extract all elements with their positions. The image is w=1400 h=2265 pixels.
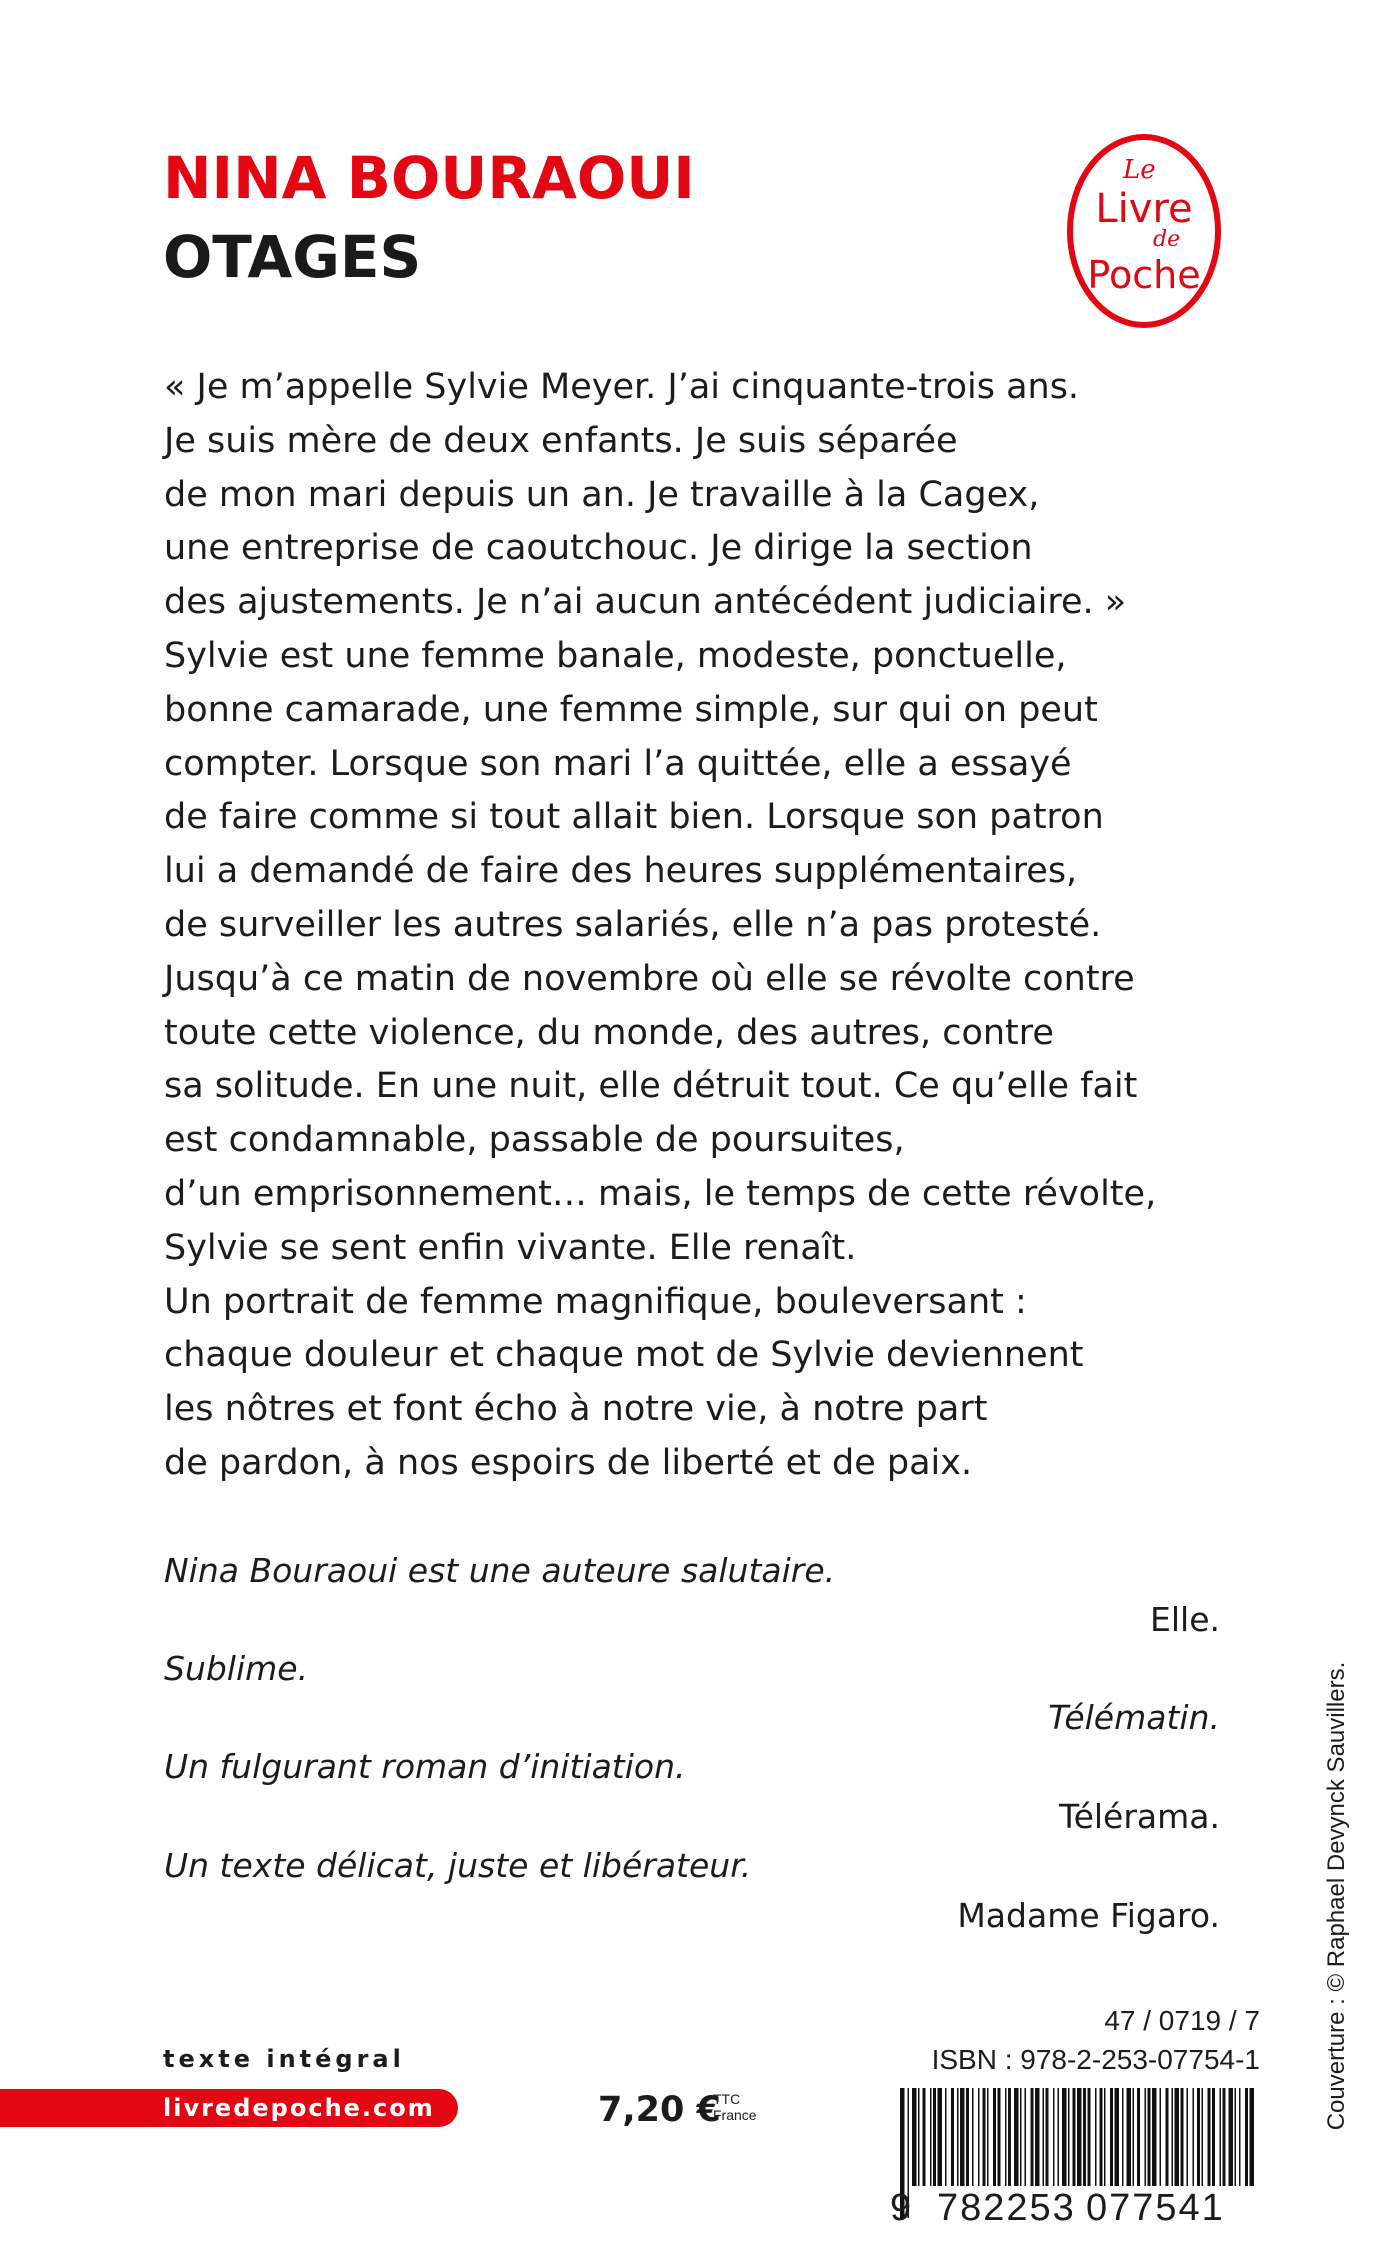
barcode-bar — [978, 2088, 980, 2186]
blurb-line: une entreprise de caoutchouc. Je dirige la section — [164, 528, 1033, 569]
barcode-bar — [1053, 2088, 1055, 2186]
barcode-bar — [951, 2088, 954, 2186]
barcode-bar — [1020, 2088, 1022, 2186]
barcode-bar — [1073, 2088, 1076, 2186]
barcode-bar — [1014, 2088, 1019, 2186]
author-name: NINA BOURAOUI — [163, 144, 695, 212]
blurb-line: Je suis mère de deux enfants. Je suis séparée — [164, 420, 958, 461]
review-source: Elle. — [1150, 1600, 1220, 1639]
blurb-line: Sylvie se sent enfin vivante. Elle renaît. — [164, 1227, 857, 1268]
review-source: Télématin. — [1048, 1698, 1220, 1737]
publisher-logo — [1065, 132, 1223, 330]
blurb-line: de mon mari depuis un an. Je travaille à la Cagex, — [164, 474, 1040, 515]
blurb-line: bonne camarade, une femme simple, sur qui on peut — [164, 689, 1098, 730]
price: 7,20 € — [598, 2090, 721, 2130]
book-title: OTAGES — [163, 223, 422, 291]
barcode-bar — [1100, 2088, 1103, 2186]
barcode-bar — [1062, 2088, 1067, 2186]
price-tax: TTC — [713, 2091, 741, 2107]
barcode-bar — [1202, 2088, 1204, 2186]
barcode-bar — [1220, 2088, 1222, 2186]
logo-text-le: Le — [1123, 155, 1156, 185]
barcode-bar — [1229, 2088, 1234, 2186]
barcode-bar — [1197, 2088, 1200, 2186]
review-quote: Un fulgurant roman d’initiation. — [164, 1747, 686, 1786]
barcode-bar — [1239, 2088, 1241, 2186]
barcode-bar — [993, 2088, 996, 2186]
blurb-line: toute cette violence, du monde, des autres, contre — [164, 1012, 1054, 1053]
barcode-bar — [1145, 2088, 1147, 2186]
barcode-bar — [918, 2088, 920, 2186]
barcode-bar — [1025, 2088, 1027, 2186]
barcode-bar — [1008, 2088, 1011, 2186]
barcode-bar — [938, 2088, 943, 2186]
logo-text-poche: Poche — [1087, 253, 1201, 297]
blurb-line: les nôtres et font écho à notre vie, à notre part — [164, 1389, 988, 1430]
price-country: France — [713, 2107, 757, 2123]
blurb-line: compter. Lorsque son mari l’a quittée, elle a essayé — [164, 743, 1072, 784]
barcode-bar — [1223, 2088, 1226, 2186]
barcode-bar — [1005, 2088, 1007, 2186]
barcode-bar — [1160, 2088, 1162, 2186]
barcode-bar — [1175, 2088, 1180, 2186]
barcode-digits-right: 077541 — [1086, 2187, 1225, 2229]
cover-credit — [1322, 1661, 1352, 2131]
barcode-bar — [1137, 2088, 1140, 2186]
blurb-line: Sylvie est une femme banale, modeste, ponctuelle, — [164, 635, 1067, 676]
barcode-bar — [983, 2088, 986, 2186]
barcode-bar — [1043, 2088, 1045, 2186]
barcode-bar — [957, 2088, 959, 2186]
barcode-bar — [1083, 2088, 1086, 2186]
le-livre-de-poche-logo-icon — [1065, 132, 1223, 330]
barcode-bar — [1122, 2088, 1124, 2186]
barcode-bar — [1088, 2088, 1091, 2186]
barcode-bar — [933, 2088, 936, 2186]
blurb-line: des ajustements. Je n’ai aucun antécédent judiciaire. » — [164, 582, 1127, 623]
press-reviews — [164, 1548, 1220, 1948]
blurb-line: sa solitude. En une nuit, elle détruit tout. Ce qu’elle fait — [164, 1066, 1138, 1107]
barcode-bar — [1115, 2088, 1120, 2186]
blurb-line: Jusqu’à ce matin de novembre où elle se révolte contre — [164, 958, 1135, 999]
cover-credit-text: Couverture : © Raphael Devynck Sauvillers. — [1323, 1661, 1350, 2131]
blurb-line: d’un emprisonnement… mais, le temps de cette révolte, — [164, 1173, 1157, 1214]
barcode-bar — [1245, 2088, 1248, 2186]
logo-text-livre: Livre — [1095, 186, 1193, 232]
barcode-bar — [1068, 2088, 1070, 2186]
review-source: Madame Figaro. — [957, 1896, 1220, 1935]
barcode-bar — [1148, 2088, 1151, 2186]
blurb-line: de pardon, à nos espoirs de liberté et de paix. — [164, 1442, 973, 1483]
review-quote: Sublime. — [164, 1649, 309, 1688]
barcode-bar — [1250, 2088, 1255, 2186]
review-quote: Un texte délicat, juste et libérateur. — [164, 1846, 752, 1885]
barcode-bar — [1208, 2088, 1211, 2186]
barcode-bar — [1058, 2088, 1060, 2186]
barcode-bar — [1046, 2088, 1049, 2186]
barcode-bar — [1187, 2088, 1189, 2186]
blurb-line: Un portrait de femme magnifique, bouleversant : — [164, 1281, 1027, 1322]
barcode-bar — [1095, 2088, 1097, 2186]
barcode-bar — [1212, 2088, 1215, 2186]
blurb-line: « Je m’appelle Sylvie Meyer. J’ai cinquante-trois ans. — [164, 367, 1080, 407]
barcode-digit-first: 9 — [890, 2187, 914, 2229]
barcode-bar — [1152, 2088, 1157, 2186]
blurb-line: de faire comme si tout allait bien. Lorsque son patron — [164, 797, 1104, 838]
blurb-line: chaque douleur et chaque mot de Sylvie deviennent — [164, 1335, 1084, 1376]
barcode-bar — [966, 2088, 969, 2186]
barcode-bar — [923, 2088, 926, 2186]
barcode-bar — [1031, 2088, 1034, 2186]
barcode-bar — [1077, 2088, 1082, 2186]
barcode-bar — [1235, 2088, 1237, 2186]
barcode-bar — [1127, 2088, 1132, 2186]
logo-text-de: de — [1153, 227, 1181, 252]
back-cover-blurb — [164, 361, 1244, 1491]
barcode-bar — [1166, 2088, 1169, 2186]
blurb-line: lui a demandé de faire des heures supplémentaires, — [164, 851, 1078, 892]
barcode-bar — [930, 2088, 932, 2186]
edition-code: 47 / 0719 / 7 — [1104, 2005, 1260, 2036]
barcode-bar — [1133, 2088, 1135, 2186]
barcode-bar — [912, 2088, 917, 2186]
blurb-line: est condamnable, passable de poursuites, — [164, 1120, 905, 1161]
barcode-bar — [987, 2088, 989, 2186]
website-link[interactable]: livredepoche.com — [163, 2094, 435, 2122]
barcode-bar — [960, 2088, 965, 2186]
barcode-bar — [1172, 2088, 1174, 2186]
barcode-digits-left: 782253 — [937, 2187, 1076, 2229]
barcode-bar — [972, 2088, 974, 2186]
barcode-bar — [945, 2088, 947, 2186]
barcode-bar — [1181, 2088, 1184, 2186]
blurb-line: de surveiller les autres salariés, elle n’a pas protesté. — [164, 904, 1102, 945]
isbn: ISBN : 978-2-253-07754-1 — [931, 2044, 1260, 2075]
price-tax-info — [713, 2091, 757, 2123]
barcode-bar — [998, 2088, 1001, 2186]
review-quote: Nina Bouraoui est une auteure salutaire. — [164, 1551, 836, 1590]
barcode-bar — [1035, 2088, 1040, 2186]
texte-integral-label: texte intégral — [163, 2045, 405, 2073]
review-source: Télérama. — [1059, 1797, 1220, 1836]
barcode-bar — [1193, 2088, 1195, 2186]
website-banner[interactable] — [0, 2089, 458, 2127]
